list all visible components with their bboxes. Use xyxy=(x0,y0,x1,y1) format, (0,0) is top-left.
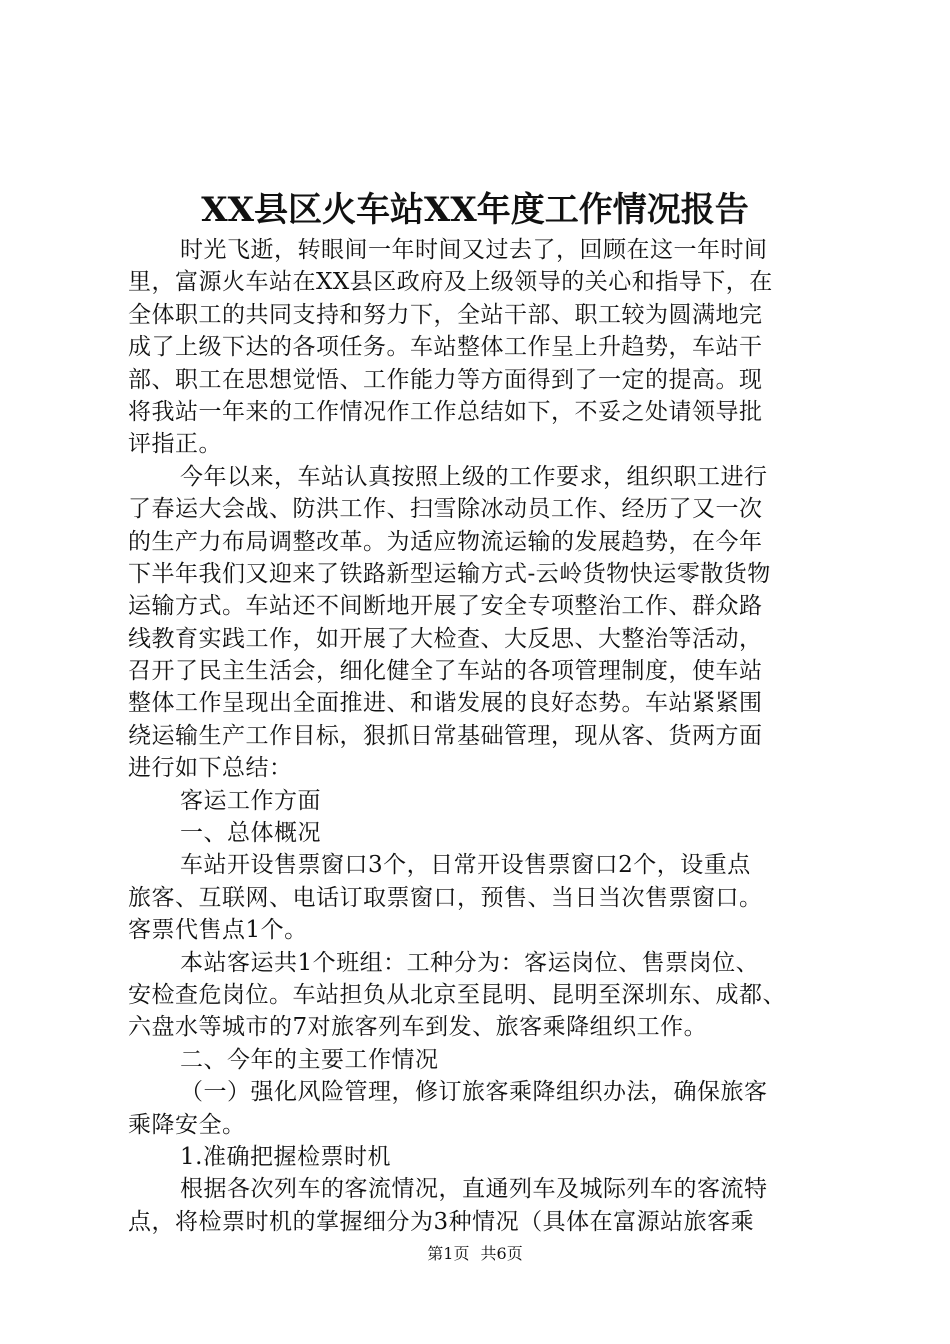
document-title: XX县区火车站XX年度工作情况报告 xyxy=(201,190,749,230)
text-line: 根据各次列车的客流情况，直通列车及城际列车的客流特 xyxy=(180,1176,768,1203)
text-line: 乘降安全。 xyxy=(128,1111,246,1138)
page-footer xyxy=(0,1242,950,1266)
section-heading: 客运工作方面 xyxy=(180,787,321,814)
section-heading: 一、总体概况 xyxy=(180,820,321,847)
text-line: 线教育实践工作，如开展了大检查、大反思、大整治等活动， xyxy=(128,625,763,652)
section-heading: 二、今年的主要工作情况 xyxy=(180,1046,439,1073)
text-line: 绕运输生产工作目标，狠抓日常基础管理，现从客、货两方面 xyxy=(128,722,763,749)
section-heading: 1.准确把握检票时机 xyxy=(180,1143,391,1170)
text-line: 本站客运共1个班组：工种分为：客运岗位、售票岗位、 xyxy=(180,949,760,976)
text-line: 运输方式。车站还不间断地开展了安全专项整治工作、群众路 xyxy=(128,593,763,620)
text-line: 评指正。 xyxy=(128,431,222,458)
text-line: 了春运大会战、防洪工作、扫雪除冰动员工作、经历了又一次 xyxy=(128,496,763,523)
document-body xyxy=(128,234,828,1238)
text-line: 的生产力布局调整改革。为适应物流运输的发展趋势，在今年 xyxy=(128,528,763,555)
text-line: 整体工作呈现出全面推进、和谐发展的良好态势。车站紧紧围 xyxy=(128,690,763,717)
text-line: 将我站一年来的工作情况作工作总结如下，不妥之处请领导批 xyxy=(128,398,763,425)
text-line: 部、职工在思想觉悟、工作能力等方面得到了一定的提高。现 xyxy=(128,366,763,393)
page-number: 第1页 xyxy=(427,1244,470,1263)
text-line: 客票代售点1个。 xyxy=(128,917,308,944)
text-line: 点，将检票时机的掌握细分为3种情况（具体在富源站旅客乘 xyxy=(128,1208,755,1235)
text-line: 成了上级下达的各项任务。车站整体工作呈上升趋势，车站干 xyxy=(128,334,763,361)
text-line: 下半年我们又迎来了铁路新型运输方式-云岭货物快运零散货物 xyxy=(128,560,771,587)
text-line: 里，富源火车站在XX县区政府及上级领导的关心和指导下，在 xyxy=(128,269,773,296)
text-line: 安检查危岗位。车站担负从北京至昆明、昆明至深圳东、成都、 xyxy=(128,981,786,1008)
text-line: 进行如下总结： xyxy=(128,755,293,782)
text-line: 六盘水等城市的7对旅客列车到发、旅客乘降组织工作。 xyxy=(128,1014,708,1041)
text-line: 旅客、互联网、电话订取票窗口，预售、当日当次售票窗口。 xyxy=(128,884,763,911)
page-total: 共6页 xyxy=(480,1244,523,1263)
text-line: 今年以来，车站认真按照上级的工作要求，组织职工进行 xyxy=(180,463,768,490)
text-line: 车站开设售票窗口3个，日常开设售票窗口2个，设重点 xyxy=(180,852,751,879)
text-line: 全体职工的共同支持和努力下，全站干部、职工较为圆满地完 xyxy=(128,301,763,328)
text-line: （一）强化风险管理，修订旅客乘降组织办法，确保旅客 xyxy=(180,1079,768,1106)
text-line: 时光飞逝，转眼间一年时间又过去了，回顾在这一年时间 xyxy=(180,237,768,263)
text-line: 召开了民主生活会，细化健全了车站的各项管理制度，使车站 xyxy=(128,658,763,685)
